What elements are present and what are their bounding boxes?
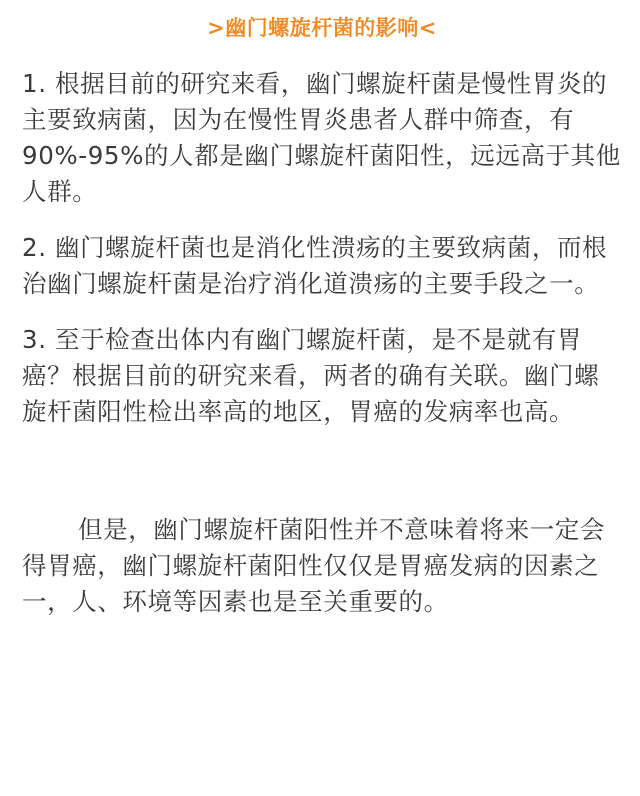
- paragraph-1: 1. 根据目前的研究来看，幽门螺旋杆菌是慢性胃炎的主要致病菌，因为在慢性胃炎患者人群中筛查，有90%-95%的人都是幽门螺旋杆菌阳性，远远高于其他人群。: [22, 69, 621, 206]
- paragraph-2: 2. 幽门螺旋杆菌也是消化性溃疡的主要致病菌，而根治幽门螺旋杆菌是治疗消化道溃疡的主要手段之一。: [22, 233, 608, 298]
- paragraph-3: 3. 至于检查出体内有幽门螺旋杆菌，是不是就有胃癌？根据目前的研究来看，两者的确有关联。幽门螺旋杆菌阳性检出率高的地区，胃癌的发病率也高。: [22, 325, 600, 426]
- article-title: >幽门螺旋杆菌的影响<: [207, 16, 437, 40]
- paragraph-conclusion: 但是，幽门螺旋杆菌阳性并不意味着将来一定会得胃癌，幽门螺旋杆菌阳性仅仅是胃癌发病的因素之一，人、环境等因素也是至关重要的。: [22, 515, 606, 616]
